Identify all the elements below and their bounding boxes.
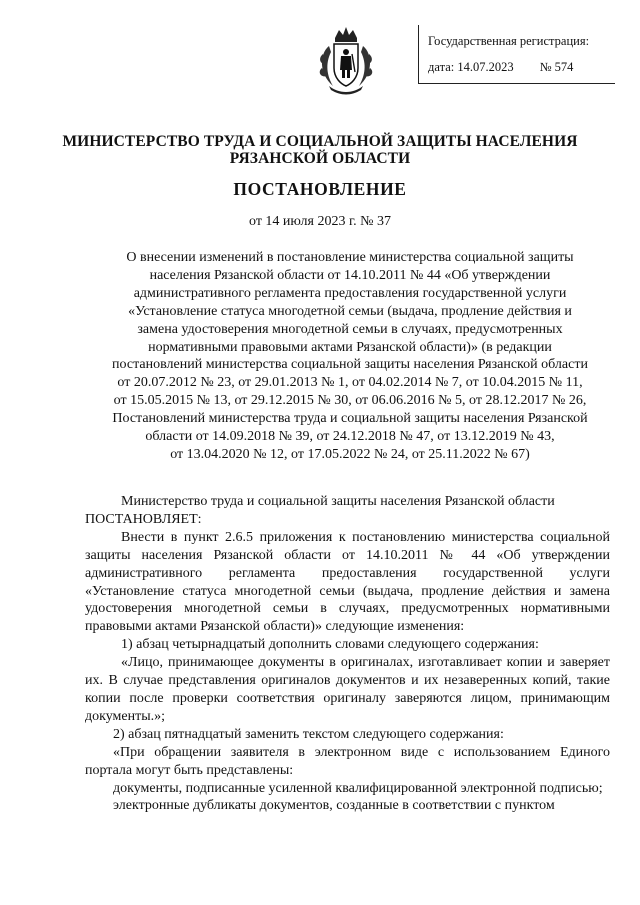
document-body bbox=[85, 493, 610, 815]
ministry-title-line-2: РЯЗАНСКОЙ ОБЛАСТИ bbox=[229, 150, 411, 167]
subject-line: О внесении изменений в постановление министерства социальной защиты bbox=[126, 250, 574, 265]
body-paragraph-item-2: 2) абзац пятнадцатый заменить текстом следующего содержания: bbox=[113, 726, 504, 742]
body-paragraph-resolves: ПОСТАНОВЛЯЕТ: bbox=[85, 511, 202, 527]
ministry-title-line-1: МИНИСТЕРСТВО ТРУДА И СОЦИАЛЬНОЙ ЗАЩИТЫ НАСЕЛЕНИЯ bbox=[62, 133, 578, 150]
coat-of-arms-emblem bbox=[315, 24, 377, 96]
subject-line: от 20.07.2012 № 23, от 29.01.2013 № 1, от 04.02.2014 № 7, от 10.04.2015 № 11, bbox=[117, 375, 583, 391]
subject-line: замена удостоверения многодетной семьи в случаях, предусмотренных bbox=[137, 321, 563, 337]
registration-label: Государственная регистрация: bbox=[428, 34, 590, 48]
body-paragraph-intro: Министерство труда и социальной защиты населения Рязанской области bbox=[121, 494, 555, 509]
document-date: от 14 июля 2023 г. № 37 bbox=[249, 214, 391, 229]
body-paragraph-documents: документы, подписанные усиленной квалифицированной электронной подписью; bbox=[113, 780, 603, 796]
body-paragraph-item-1: 1) абзац четырнадцатый дополнить словами следующего содержания: bbox=[121, 637, 539, 653]
registration-details bbox=[428, 57, 573, 77]
ministry-title bbox=[0, 133, 640, 167]
subject-line: от 15.05.2015 № 13, от 29.12.2015 № 30, от 06.06.2016 № 5, от 28.12.2017 № 26, bbox=[113, 393, 587, 409]
subject-line: Постановлений министерства труда и социальной защиты населения Рязанской bbox=[112, 411, 588, 427]
document-type: ПОСТАНОВЛЕНИЕ bbox=[233, 179, 407, 199]
subject-line: области от 14.09.2018 № 39, от 24.12.2018 № 47, от 13.12.2019 № 43, bbox=[145, 429, 555, 445]
body-paragraph-quote-1: «Лицо, принимающее документы в оригиналах, изготавливает копии и заверяет их. В случае представления оригиналов документов и их незаверенных копий, такие копии после проверки соответствия оригиналу заверяются лицом, принимающим документы.»; bbox=[85, 655, 610, 724]
subject-line: населения Рязанской области от 14.10.2011 № 44 «Об утверждении bbox=[149, 267, 551, 283]
subject-line: от 13.04.2020 № 12, от 17.05.2022 № 24, от 25.11.2022 № 67) bbox=[170, 446, 530, 462]
body-paragraph-amendment: Внести в пункт 2.6.5 приложения к постановлению министерства социальной защиты населения Рязанской области от 14.10.2011 № 44 «Об утверждении административного регламента предоставления государственной услуги «Установление статуса многодетной семьи (выдача, продление действия и замена удостоверения многодетной семьи в случаях, предусмотренных нормативными правовыми актами Рязанской области)» следующие изменения: bbox=[85, 529, 610, 635]
subject-line: административного регламента предоставления государственной услуги bbox=[133, 285, 567, 301]
registration-number: № 574 bbox=[539, 60, 574, 74]
subject-line: постановлений министерства социальной защиты населения Рязанской области bbox=[112, 357, 588, 373]
document-subject bbox=[80, 249, 620, 464]
subject-line: «Установление статуса многодетной семьи (выдача, продление действия и bbox=[128, 303, 572, 319]
registration-date: дата: 14.07.2023 bbox=[428, 60, 514, 74]
body-paragraph-quote-2: «При обращении заявителя в электронном виде с использованием Единого портала могут быть представлены: bbox=[85, 744, 610, 778]
registration-stamp bbox=[418, 25, 615, 84]
body-paragraph-duplicates: электронные дубликаты документов, созданные в соответствии с пунктом bbox=[113, 798, 555, 814]
subject-line: нормативными правовыми актами Рязанской области)» (в редакции bbox=[148, 339, 552, 355]
